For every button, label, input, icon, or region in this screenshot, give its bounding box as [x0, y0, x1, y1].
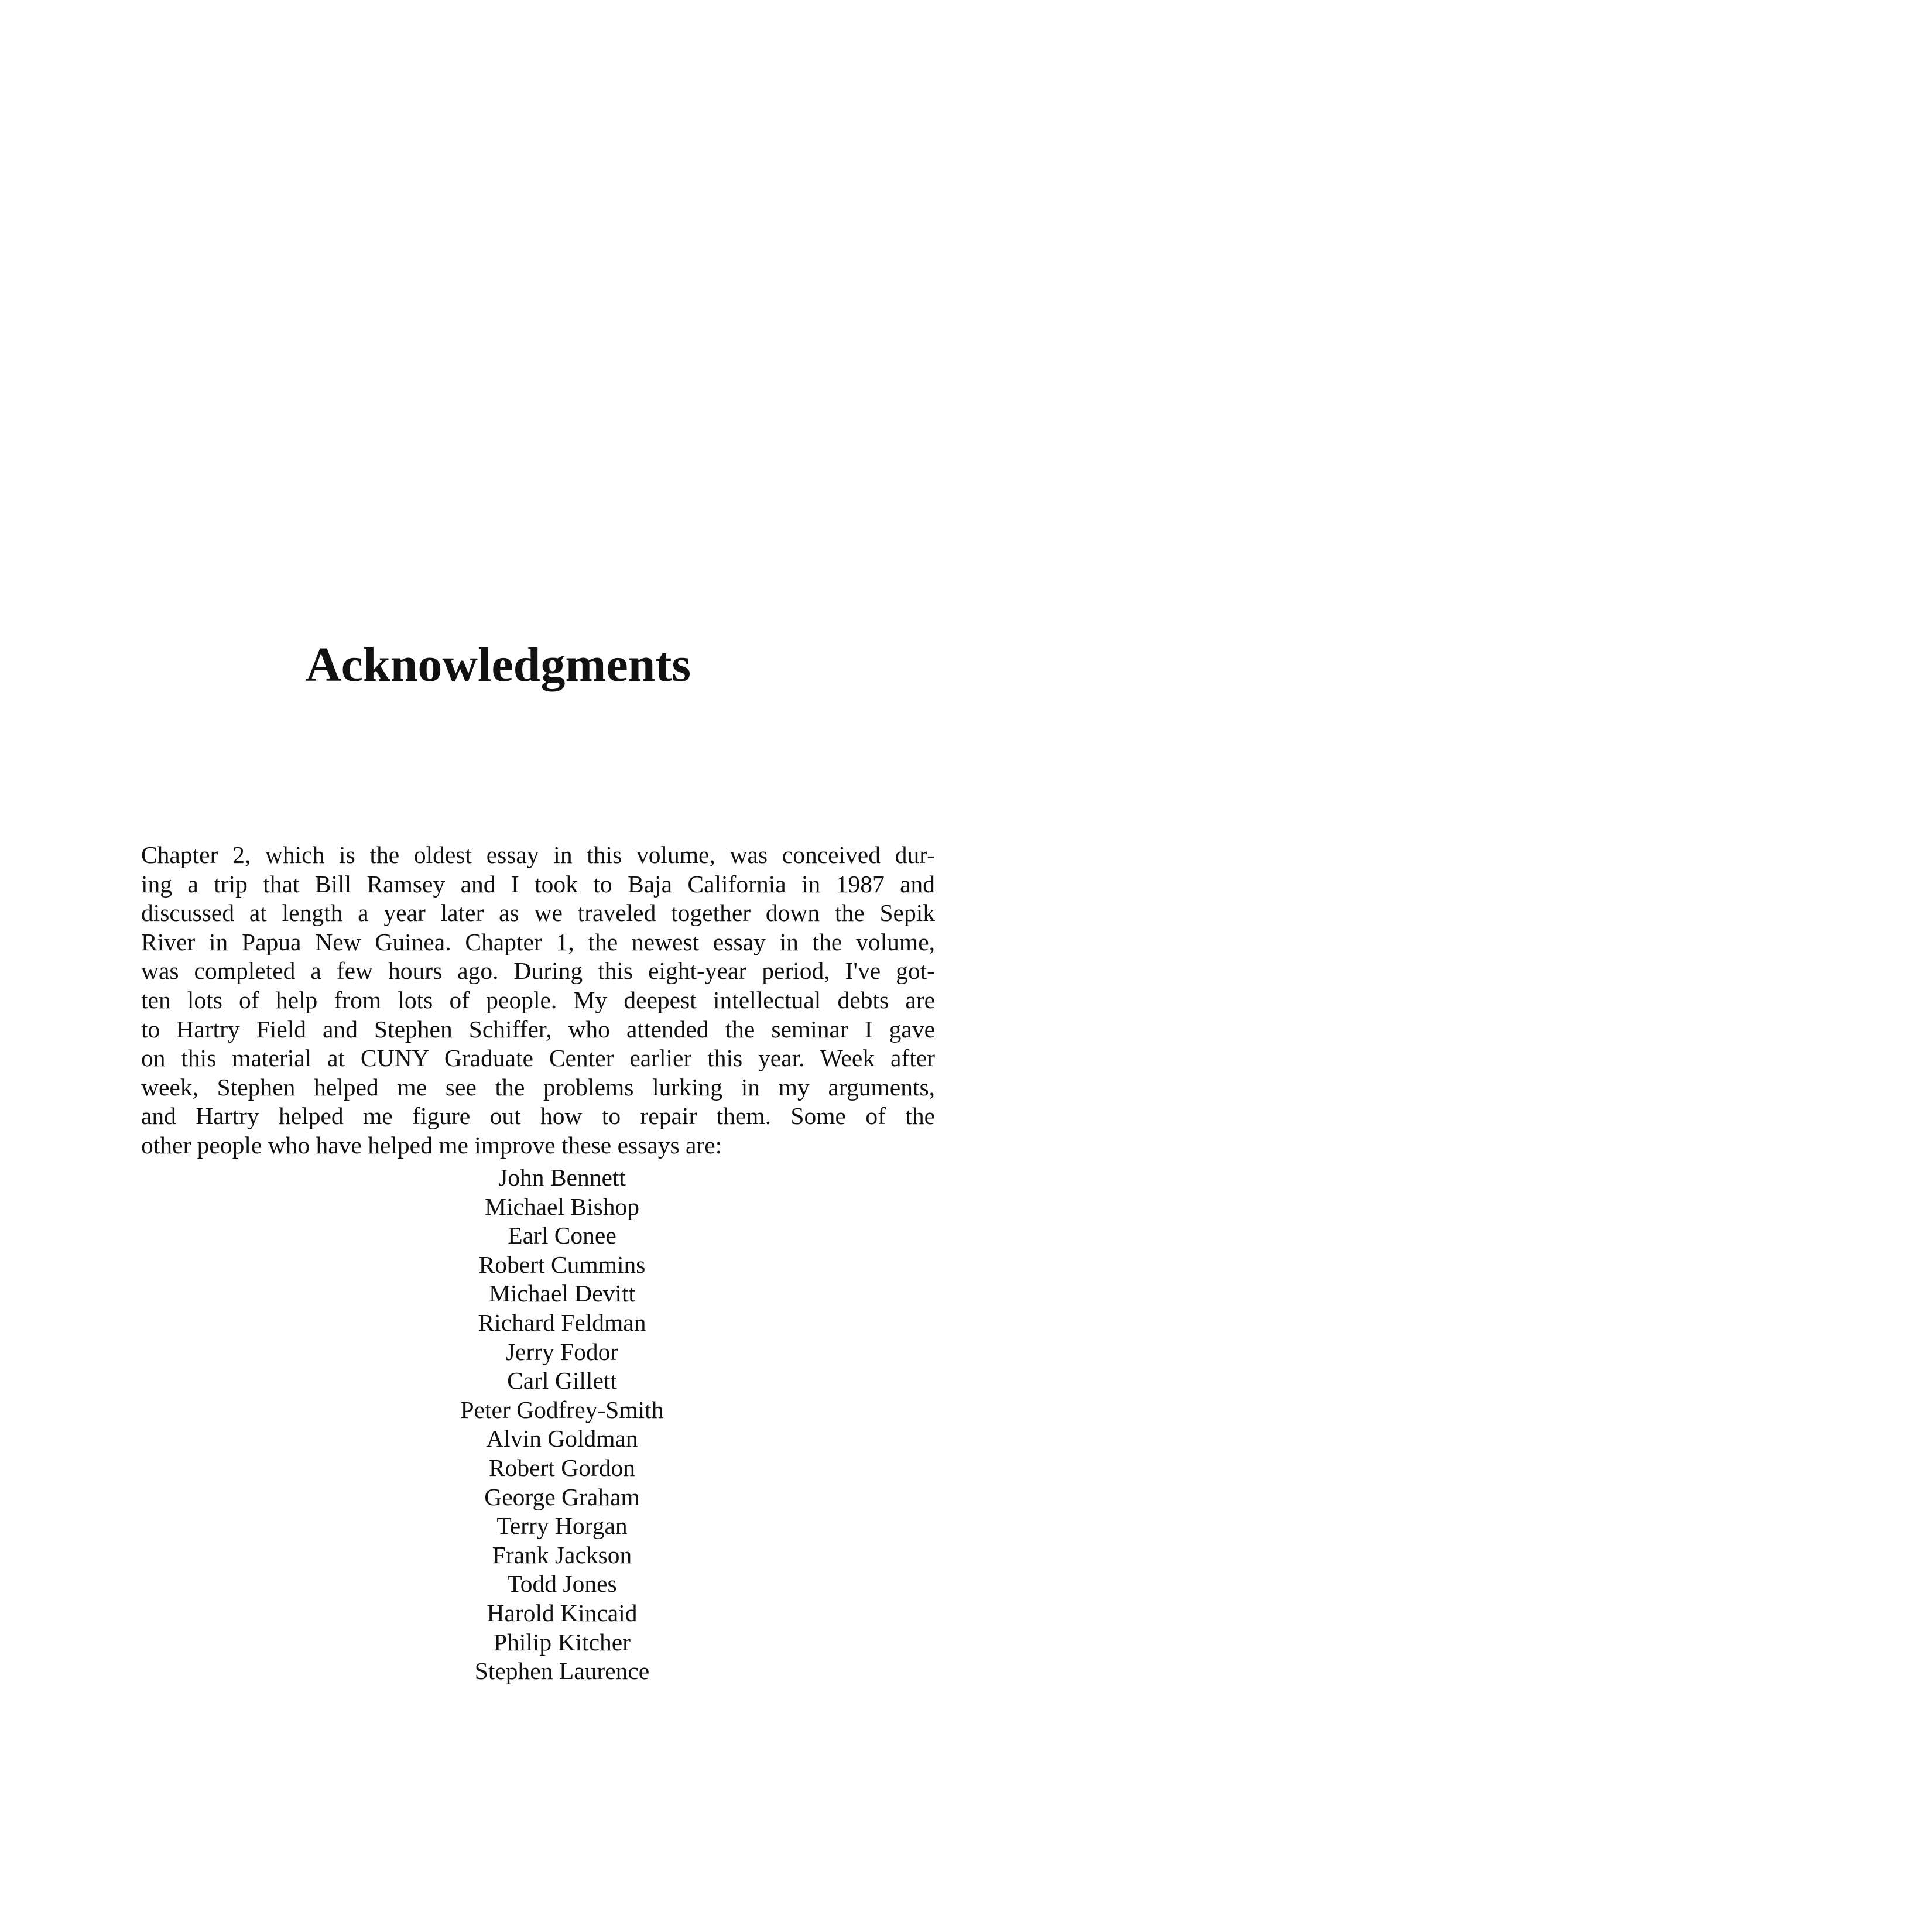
- list-item: Terry Horgan: [496, 1512, 628, 1540]
- paragraph-line: other people who have helped me improve these essays are:: [141, 1131, 722, 1159]
- list-item: Alvin Goldman: [486, 1425, 638, 1453]
- list-item: Stephen Laurence: [474, 1657, 650, 1685]
- names-list: [410, 1163, 714, 1686]
- paragraph-line: ing a trip that Bill Ramsey and I took to Baja California in 1987 and: [141, 870, 935, 898]
- paragraph-line: was completed a few hours ago. During this eight-year period, I've got-: [141, 957, 935, 985]
- paragraph-line: discussed at length a year later as we traveled together down the Sepik: [141, 899, 935, 927]
- list-item: Carl Gillett: [507, 1367, 617, 1395]
- list-item: Jerry Fodor: [505, 1338, 619, 1365]
- paragraph-line: ten lots of help from lots of people. My deepest intellectual debts are: [141, 986, 935, 1013]
- paragraph-line: River in Papua New Guinea. Chapter 1, the newest essay in the volume,: [141, 928, 935, 955]
- list-item: Robert Gordon: [488, 1454, 636, 1481]
- list-item: Harold Kincaid: [487, 1599, 638, 1626]
- paragraph-line: week, Stephen helped me see the problems lurking in my arguments,: [141, 1073, 935, 1101]
- acknowledgments-paragraph: [141, 841, 935, 1160]
- list-item: Michael Devitt: [488, 1280, 636, 1307]
- list-item: Robert Cummins: [478, 1251, 646, 1278]
- list-item: George Graham: [484, 1483, 640, 1510]
- paragraph-line: to Hartry Field and Stephen Schiffer, who attended the seminar I gave: [141, 1015, 935, 1043]
- page-title: Acknowledgments: [306, 638, 691, 692]
- list-item: Michael Bishop: [485, 1193, 639, 1220]
- list-item: Richard Feldman: [478, 1308, 646, 1336]
- list-item: Earl Conee: [508, 1222, 616, 1249]
- list-item: Frank Jackson: [492, 1541, 632, 1568]
- paragraph-line: Chapter 2, which is the oldest essay in this volume, was conceived dur-: [141, 841, 935, 868]
- list-item: Philip Kitcher: [494, 1628, 631, 1656]
- paragraph-line: on this material at CUNY Graduate Center earlier this year. Week after: [141, 1044, 935, 1072]
- list-item: John Bennett: [498, 1164, 626, 1191]
- paragraph-line: and Hartry helped me figure out how to repair them. Some of the: [141, 1102, 935, 1130]
- list-item: Peter Godfrey-Smith: [460, 1396, 664, 1423]
- list-item: Todd Jones: [507, 1570, 617, 1598]
